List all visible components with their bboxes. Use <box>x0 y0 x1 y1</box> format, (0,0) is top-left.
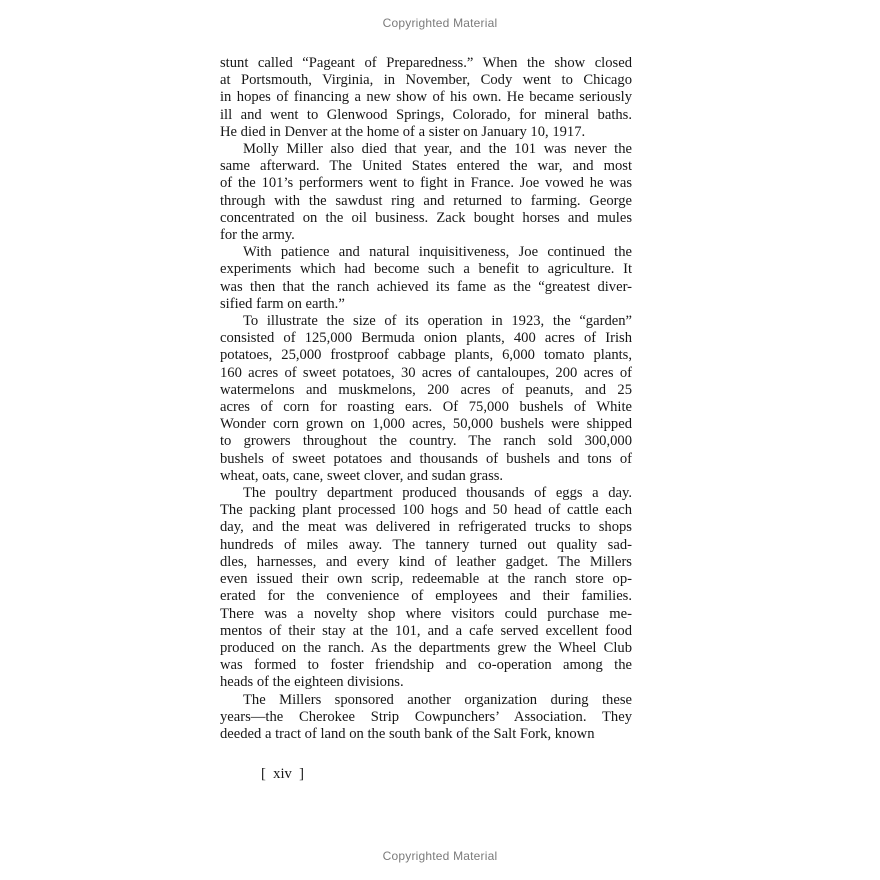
text-line: even issued their own scrip, redeemable at the ranch store op- <box>220 571 632 588</box>
copyright-notice-top: Copyrighted Material <box>382 16 498 30</box>
text-line: The packing plant processed 100 hogs and 50 head of cattle each <box>220 502 632 519</box>
text-line: heads of the eighteen divisions. <box>220 674 404 691</box>
text-line: wheat, oats, cane, sweet clover, and sudan grass. <box>220 467 504 484</box>
text-line: With patience and natural inquisitiveness, Joe continued the <box>243 244 632 261</box>
text-line: concentrated on the oil business. Zack bought horses and mules <box>220 209 632 226</box>
text-line: same afterward. The United States entered the war, and most <box>220 158 632 175</box>
text-line: erated for the convenience of employees and their families. <box>220 588 632 605</box>
text-line: The Millers sponsored another organization during these <box>243 691 632 708</box>
text-line: bushels of sweet potatoes and thousands of bushels and tons of <box>220 450 632 467</box>
text-line: day, and the meat was delivered in refrigerated trucks to shops <box>220 519 632 536</box>
page-number: [ xiv ] <box>261 766 304 782</box>
text-line: in hopes of financing a new show of his own. He became seriously <box>220 89 632 106</box>
text-line: produced on the ranch. As the departments grew the Wheel Club <box>220 639 632 656</box>
text-line: The poultry department produced thousands of eggs a day. <box>243 485 632 502</box>
text-line: There was a novelty shop where visitors could purchase me- <box>220 605 632 622</box>
text-line: years—the Cherokee Strip Cowpunchers’ Association. They <box>220 708 632 725</box>
text-line: Molly Miller also died that year, and the 101 was never the <box>243 141 632 158</box>
text-line: deeded a tract of land on the south bank of the Salt Fork, known <box>220 725 595 742</box>
text-line: experiments which had become such a benefit to agriculture. It <box>220 261 632 278</box>
text-line: of the 101’s performers went to fight in France. Joe vowed he was <box>220 175 632 192</box>
text-line: He died in Denver at the home of a sister on January 10, 1917. <box>220 123 586 140</box>
text-line: stunt called “Pageant of Preparedness.” When the show closed <box>220 55 632 71</box>
text-line: watermelons and muskmelons, 200 acres of peanuts, and 25 <box>220 381 632 398</box>
text-line: consisted of 125,000 Bermuda onion plants, 400 acres of Irish <box>220 330 632 347</box>
text-block <box>220 55 632 743</box>
text-line: through with the sawdust ring and returned to farming. George <box>220 192 632 209</box>
text-line: mentos of their stay at the 101, and a cafe served excellent food <box>220 622 632 639</box>
text-line: acres of corn for roasting ears. Of 75,000 bushels of White <box>220 399 632 416</box>
text-line: To illustrate the size of its operation in 1923, the “garden” <box>243 313 632 330</box>
text-line: sified farm on earth.” <box>220 295 345 312</box>
copyright-notice-bottom: Copyrighted Material <box>382 849 498 863</box>
text-line: was then that the ranch achieved its fame as the “greatest diver- <box>220 278 632 295</box>
text-line: ill and went to Glenwood Springs, Colorado, for mineral baths. <box>220 106 632 123</box>
text-line: for the army. <box>220 227 295 244</box>
text-line: potatoes, 25,000 frostproof cabbage plants, 6,000 tomato plants, <box>220 347 632 364</box>
text-line: 160 acres of sweet potatoes, 30 acres of cantaloupes, 200 acres of <box>220 364 632 381</box>
text-line: hundreds of miles away. The tannery turned out quality sad- <box>220 536 632 553</box>
text-line: dles, harnesses, and every kind of leather gadget. The Millers <box>220 553 632 570</box>
text-line: was formed to foster friendship and co-operation among the <box>220 657 632 674</box>
text-line: Wonder corn grown on 1,000 acres, 50,000 bushels were shipped <box>220 416 632 433</box>
text-line: to growers throughout the country. The ranch sold 300,000 <box>220 433 632 450</box>
text-line: at Portsmouth, Virginia, in November, Cody went to Chicago <box>220 72 632 89</box>
